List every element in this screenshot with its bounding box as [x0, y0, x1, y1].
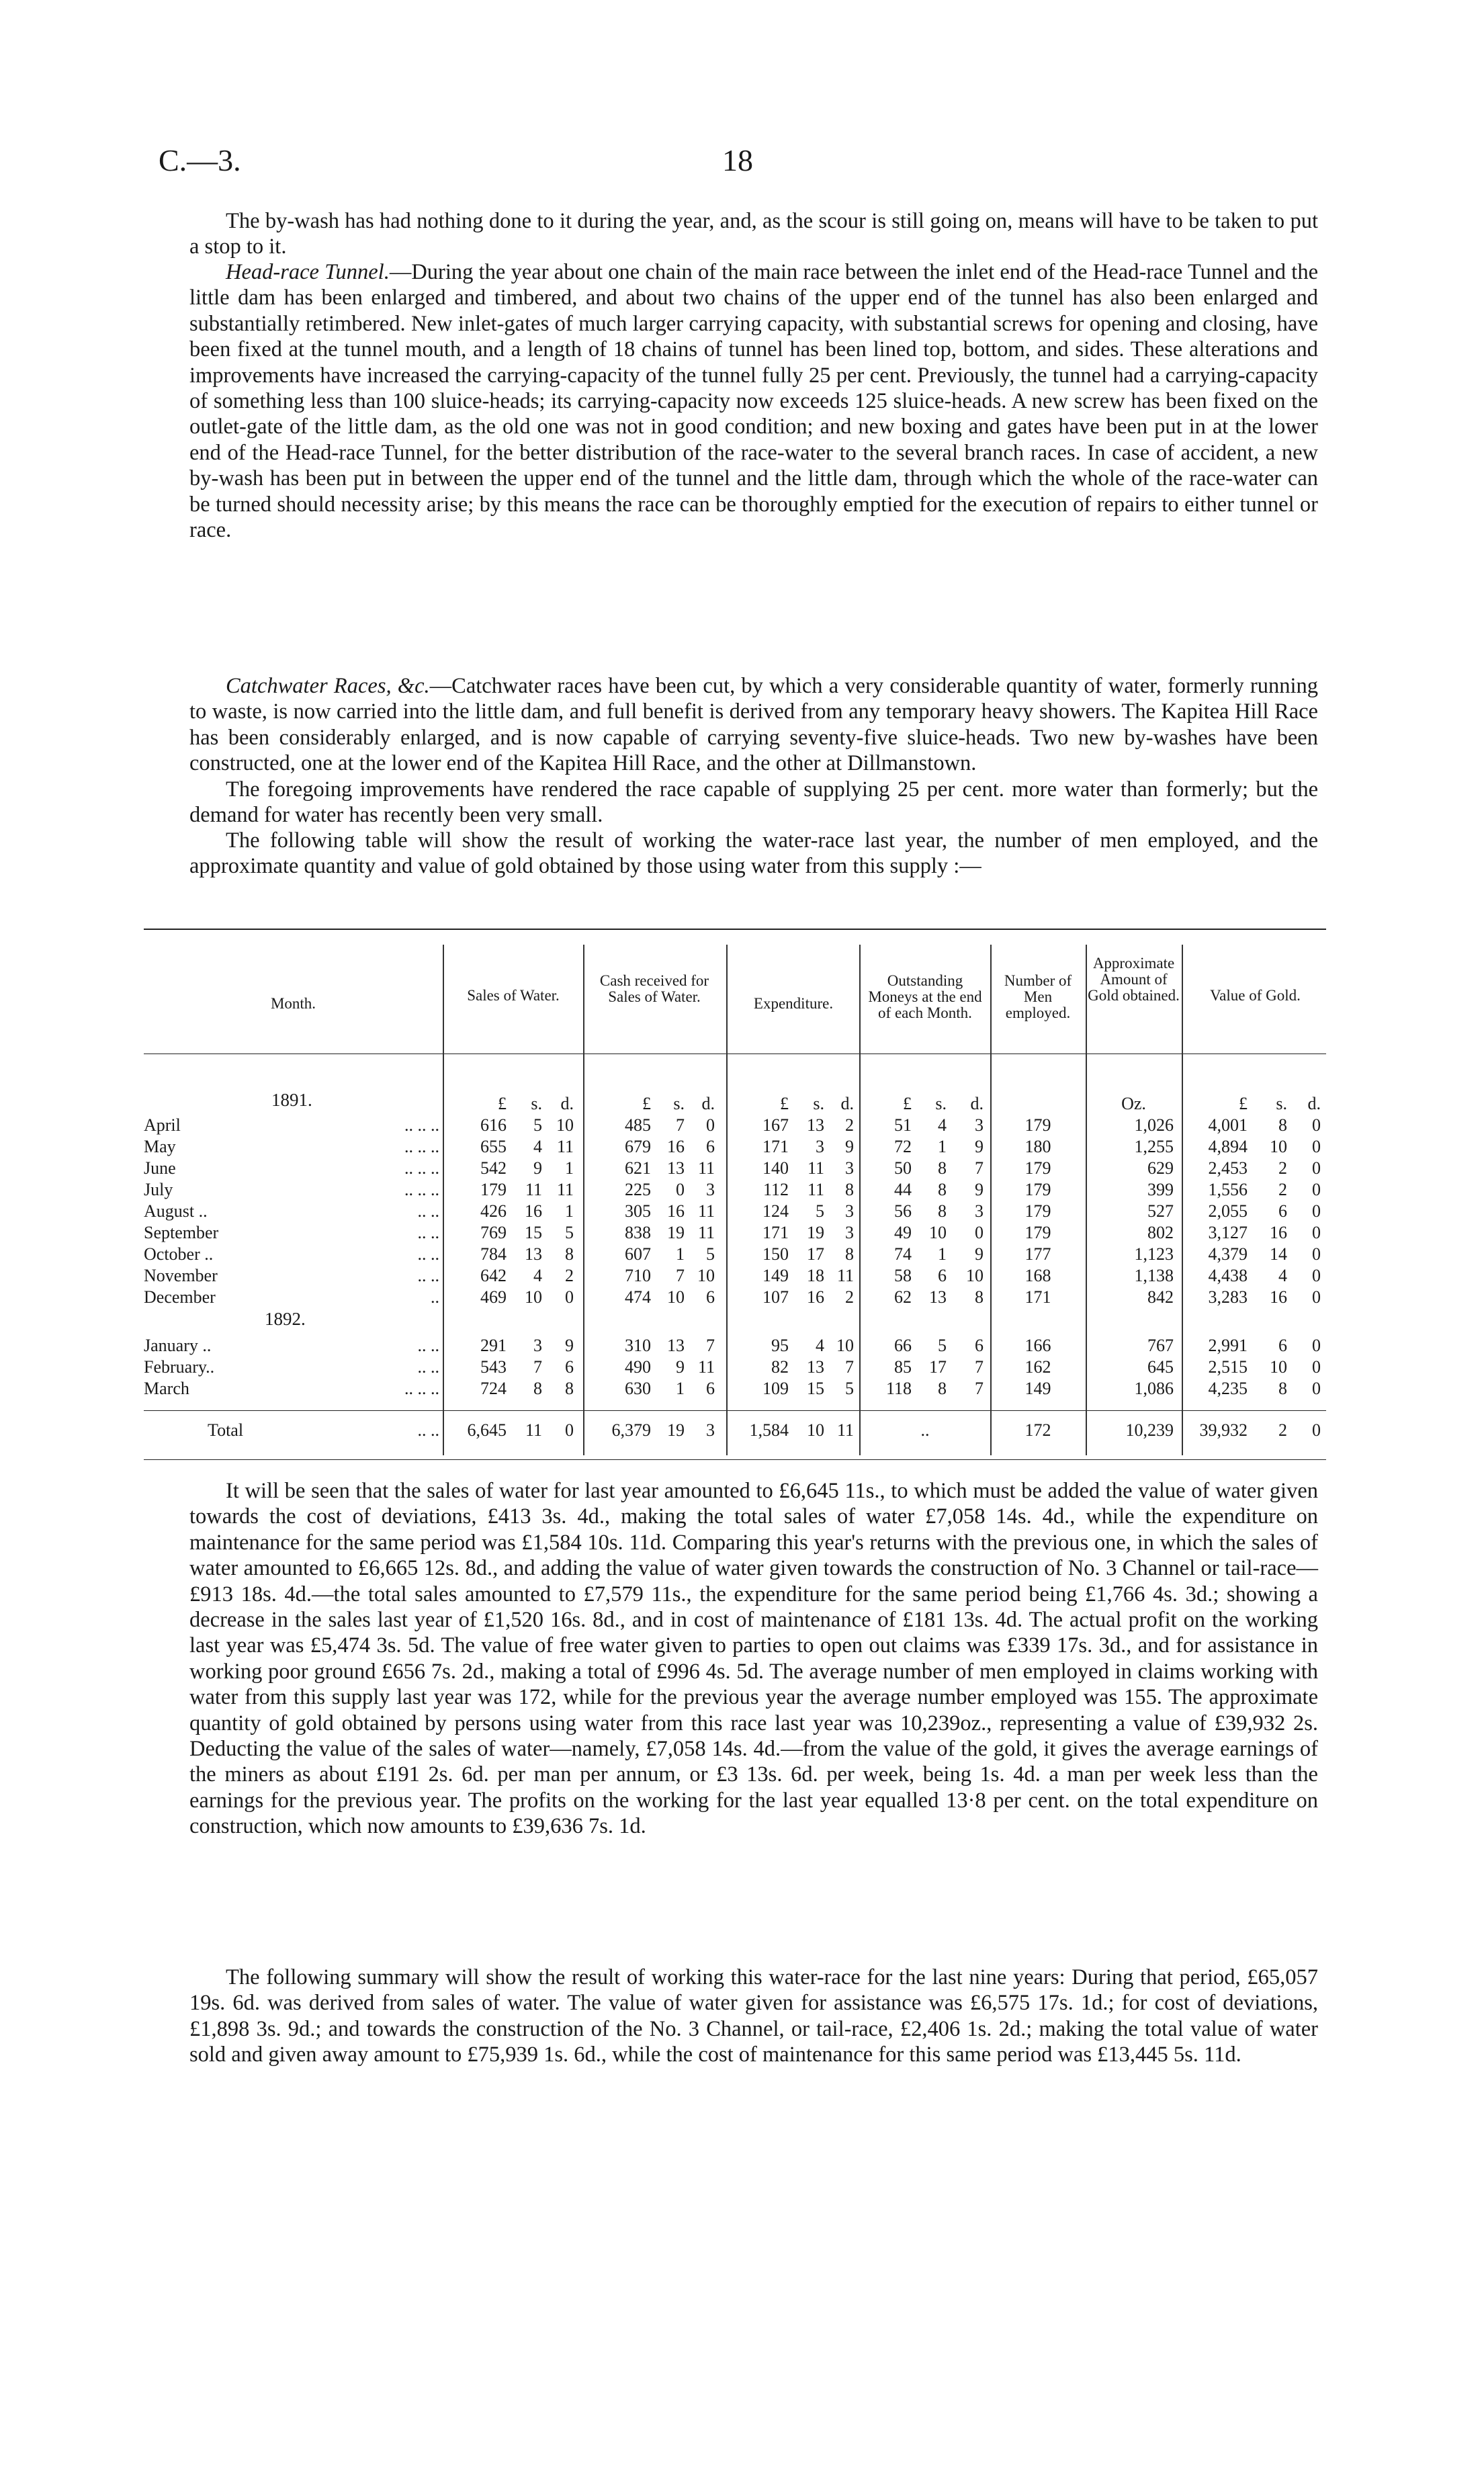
sales-shillings: 15 — [525, 1223, 542, 1242]
expenditure-pence: 3 — [845, 1158, 854, 1178]
paragraph-text: The following summary will show the result of working this water-race for the last nine years: During that period, £65,057 19s. 6d. was derived from sales of water. The value of water given for assistance was £6,575 17s. 1d.; for cost of deviations, £1,898 3s. 9d.; and towards the construction of the No. 3 Channel, or tail-race, £2,406 1s. 2d.; making the total value of water sold and given away amount to £75,939 1s. 6d., while the cost of maintenance for this same period was £13,445 5s. 11d. — [189, 1965, 1318, 2067]
unit-pence: d. — [840, 1094, 854, 1113]
gold-value-pounds: 2,991 — [1208, 1336, 1248, 1355]
header-sales: Sales of Water. — [467, 987, 560, 1004]
cash-shillings: 16 — [667, 1201, 685, 1221]
table-total-rule — [144, 1410, 1326, 1411]
paragraph-summary-year — [189, 1478, 1318, 1840]
paragraph-catchwater-races — [189, 673, 1318, 777]
gold-value-shillings: 16 — [1270, 1223, 1287, 1242]
unit-pound: £ — [498, 1094, 507, 1113]
cash-pence: 0 — [706, 1115, 715, 1135]
men-employed: 179 — [1024, 1158, 1051, 1178]
paragraph-text: —Catchwater races have been cut, by which a very considerable quantity of water, formerly running to waste, is now carried into the little dam, and full benefit is derived from any temporary heavy showers. The Kapitea Hill Race has been considerably enlarged, and is now capable of carrying seventy-five sluice-heads. Two new by-washes have been constructed, one at the lower end of the Kapitea Hill Race, and the other at Dillmanstown. — [189, 674, 1318, 776]
men-employed: 179 — [1024, 1180, 1051, 1199]
sales-pounds: 543 — [480, 1357, 507, 1377]
unit-shilling: s. — [1276, 1094, 1287, 1113]
unit-pound: £ — [780, 1094, 789, 1113]
expenditure-shillings: 18 — [807, 1266, 824, 1285]
cash-pence: 11 — [697, 1158, 715, 1178]
sales-pence: 2 — [565, 1266, 574, 1285]
total-label: Total — [208, 1420, 244, 1440]
gold-amount: 1,255 — [1134, 1137, 1174, 1156]
outstanding-pounds: 51 — [894, 1115, 912, 1135]
sales-pence: 1 — [565, 1201, 574, 1221]
total-gold: 10,239 — [1125, 1420, 1174, 1440]
sales-pence: 6 — [565, 1357, 574, 1377]
month-label: September — [144, 1223, 219, 1242]
cash-pence: 7 — [706, 1336, 715, 1355]
sales-shillings: 4 — [533, 1137, 542, 1156]
cash-pounds: 679 — [625, 1137, 651, 1156]
expenditure-pounds: 167 — [762, 1115, 789, 1135]
outstanding-pounds: 118 — [885, 1379, 912, 1398]
col-divider — [583, 945, 584, 1455]
cash-pounds: 305 — [625, 1201, 651, 1221]
outstanding-shillings: 8 — [938, 1379, 947, 1398]
gold-value-pounds: 3,127 — [1208, 1223, 1248, 1242]
sales-shillings: 7 — [533, 1357, 542, 1377]
men-employed: 168 — [1024, 1266, 1051, 1285]
gold-value-shillings: 14 — [1270, 1244, 1287, 1264]
expenditure-shillings: 3 — [816, 1137, 824, 1156]
gold-value-shillings: 16 — [1270, 1287, 1287, 1307]
unit-pence: d. — [970, 1094, 984, 1113]
month-label: December — [144, 1287, 216, 1307]
cash-pounds: 607 — [625, 1244, 651, 1264]
month-label: October .. — [144, 1244, 214, 1264]
sales-pence: 11 — [556, 1180, 574, 1199]
sales-pence: 1 — [565, 1158, 574, 1178]
cash-shillings: 13 — [667, 1336, 685, 1355]
outstanding-pence: 8 — [975, 1287, 984, 1307]
expenditure-pounds: 112 — [762, 1180, 789, 1199]
cash-pounds: 710 — [625, 1266, 651, 1285]
outstanding-shillings: 6 — [938, 1266, 947, 1285]
outstanding-pounds: 85 — [894, 1357, 912, 1377]
month-label: August .. — [144, 1201, 208, 1221]
expenditure-shillings: 13 — [807, 1357, 824, 1377]
cash-shillings: 10 — [667, 1287, 685, 1307]
gold-value-pounds: 2,055 — [1208, 1201, 1248, 1221]
outstanding-pence: 6 — [975, 1336, 984, 1355]
leader-dots: .. .. .. — [404, 1379, 439, 1398]
paragraph-text: The foregoing improvements have rendered the race capable of supplying 25 per cent. more water than formerly; but the demand for water has recently been very small. — [189, 777, 1318, 828]
men-employed: 149 — [1024, 1379, 1051, 1398]
gold-amount: 1,138 — [1134, 1266, 1174, 1285]
unit-pence: d. — [701, 1094, 715, 1113]
outstanding-shillings: 10 — [929, 1223, 947, 1242]
cash-shillings: 7 — [676, 1266, 685, 1285]
outstanding-shillings: 5 — [938, 1336, 947, 1355]
outstanding-pence: 7 — [975, 1357, 984, 1377]
gold-value-pounds: 2,453 — [1208, 1158, 1248, 1178]
outstanding-shillings: 1 — [938, 1137, 947, 1156]
gold-value-shillings: 2 — [1278, 1158, 1287, 1178]
cash-pence: 11 — [697, 1201, 715, 1221]
year-label: 1891. — [271, 1090, 312, 1110]
expenditure-shillings: 19 — [807, 1223, 824, 1242]
gold-amount: 767 — [1147, 1336, 1174, 1355]
sales-shillings: 16 — [525, 1201, 542, 1221]
year-label: 1892. — [265, 1309, 306, 1329]
unit-shilling: s. — [935, 1094, 947, 1113]
total-gold-value-shillings: 2 — [1278, 1420, 1287, 1440]
cash-shillings: 16 — [667, 1137, 685, 1156]
expenditure-shillings: 13 — [807, 1115, 824, 1135]
month-label: February.. — [144, 1357, 215, 1377]
sales-pounds: 642 — [480, 1266, 507, 1285]
expenditure-shillings: 15 — [807, 1379, 824, 1398]
men-employed: 166 — [1024, 1336, 1051, 1355]
sales-shillings: 3 — [533, 1336, 542, 1355]
sales-shillings: 5 — [533, 1115, 542, 1135]
outstanding-shillings: 4 — [938, 1115, 947, 1135]
total-outstanding: .. — [920, 1420, 930, 1440]
gold-value-pence: 0 — [1312, 1379, 1321, 1398]
month-label: July — [144, 1180, 173, 1199]
expenditure-pounds: 171 — [762, 1223, 789, 1242]
gold-value-pounds: 4,001 — [1208, 1115, 1248, 1135]
sales-shillings: 10 — [525, 1287, 542, 1307]
gold-amount: 645 — [1147, 1357, 1174, 1377]
cash-pounds: 621 — [625, 1158, 651, 1178]
expenditure-pounds: 124 — [762, 1201, 789, 1221]
expenditure-pounds: 82 — [771, 1357, 789, 1377]
sales-shillings: 13 — [525, 1244, 542, 1264]
cash-pounds: 630 — [625, 1379, 651, 1398]
paragraph-table-intro — [189, 828, 1318, 879]
table-bottom-rule — [144, 1459, 1326, 1460]
cash-shillings: 0 — [676, 1180, 685, 1199]
leader-dots: .. .. — [417, 1336, 439, 1355]
cash-pence: 10 — [697, 1266, 715, 1285]
outstanding-shillings: 1 — [938, 1244, 947, 1264]
sales-pounds: 291 — [480, 1336, 507, 1355]
gold-amount: 1,123 — [1134, 1244, 1174, 1264]
cash-pence: 6 — [706, 1287, 715, 1307]
gold-value-pence: 0 — [1312, 1180, 1321, 1199]
outstanding-shillings: 13 — [929, 1287, 947, 1307]
sales-pounds: 469 — [480, 1287, 507, 1307]
leader-dots: .. .. — [417, 1420, 439, 1440]
sales-pounds: 784 — [480, 1244, 507, 1264]
col-divider — [726, 945, 728, 1455]
men-employed: 179 — [1024, 1201, 1051, 1221]
sales-pounds: 769 — [480, 1223, 507, 1242]
col-divider — [859, 945, 861, 1455]
leader-dots: .. .. .. — [404, 1115, 439, 1135]
gold-value-pounds: 4,894 — [1208, 1137, 1248, 1156]
outstanding-pence: 7 — [975, 1379, 984, 1398]
col-divider — [1182, 945, 1183, 1455]
header-cash: Cash received for Sales of Water. — [599, 972, 709, 1005]
leader-dots: .. .. .. — [404, 1137, 439, 1156]
outstanding-pence: 9 — [975, 1180, 984, 1199]
sales-pounds: 179 — [480, 1180, 507, 1199]
leader-dots: .. .. — [417, 1244, 439, 1264]
leader-dots: .. .. .. — [404, 1180, 439, 1199]
month-label: April — [144, 1115, 181, 1135]
total-cash-pence: 3 — [706, 1420, 715, 1440]
expenditure-shillings: 17 — [807, 1244, 824, 1264]
outstanding-shillings: 17 — [929, 1357, 947, 1377]
expenditure-pence: 5 — [845, 1379, 854, 1398]
expenditure-pence: 8 — [845, 1180, 854, 1199]
page-number: 18 — [722, 143, 753, 177]
unit-pence: d. — [1307, 1094, 1321, 1113]
sales-pence: 9 — [565, 1336, 574, 1355]
sales-shillings: 8 — [533, 1379, 542, 1398]
paragraph-text: The by-wash has had nothing done to it during the year, and, as the scour is still going on, means will have to be taken to put a stop to it. — [189, 209, 1318, 259]
total-gold-value-pence: 0 — [1312, 1420, 1321, 1440]
outstanding-shillings: 8 — [938, 1180, 947, 1199]
cash-shillings: 13 — [667, 1158, 685, 1178]
paragraph-summary-nine-years — [189, 1965, 1318, 2068]
sales-pence: 8 — [565, 1379, 574, 1398]
sales-pence: 10 — [556, 1115, 574, 1135]
gold-value-pounds: 3,283 — [1208, 1287, 1248, 1307]
leader-dots: .. — [431, 1287, 439, 1307]
cash-shillings: 9 — [676, 1357, 685, 1377]
unit-shilling: s. — [531, 1094, 542, 1113]
gold-value-pence: 0 — [1312, 1137, 1321, 1156]
sales-pounds: 426 — [480, 1201, 507, 1221]
men-employed: 177 — [1024, 1244, 1051, 1264]
leader-dots: .. .. .. — [404, 1158, 439, 1178]
cash-pence: 6 — [706, 1379, 715, 1398]
outstanding-pounds: 72 — [894, 1137, 912, 1156]
paragraph-text: It will be seen that the sales of water for last year amounted to £6,645 11s., to which must be added the value of water given towards the cost of deviations, £413 3s. 4d., making the total sales of water £7,058 14s. 4d., while the expenditure on maintenance for the same period was £1,584 10s. 11d. Comparing this year's returns with the previous one, in which the sales of water amounted to £6,665 12s. 8d., and adding the value of water given towards the construction of No. 3 Channel or tail-race—£913 18s. 4d.—the total sales amounted to £7,579 11s., the expenditure for the same period being £1,766 4s. 3d.; showing a decrease in the sales last year of £1,520 16s. 8d., and in cost of maintenance of £181 13s. 4d. The actual profit on the working last year was £5,474 3s. 5d. The value of free water given to parties to open out claims was £339 17s. 3d., and for assistance in working poor ground £656 7s. 2d., making a total of £996 4s. 5d. The average number of men employed in claims working with water from this supply last year was 172, while for the previous year the average number employed was 155. The approximate quantity of gold obtained by persons using water from this race last year was 10,239oz., representing a value of £39,932 2s. Deducting the value of the sales of water—namely, £7,058 14s. 4d.—from the value of the gold, it gives the average earnings of the miners as about £191 2s. 6d. per man per annum, or £3 13s. 6d. per week, being 1s. 4d. a man per week less than the earnings for the previous year. The profits on the working for the last year equalled 13·8 per cent. on the total expenditure on construction, which now amounts to £39,636 7s. 1d. — [189, 1479, 1318, 1839]
expenditure-pounds: 171 — [762, 1137, 789, 1156]
cash-pounds: 838 — [625, 1223, 651, 1242]
leader-dots: .. .. — [417, 1223, 439, 1242]
header-outstanding: Outstanding Moneys at the end of each Month. — [868, 972, 982, 1021]
total-sales-shillings: 11 — [525, 1420, 542, 1440]
gold-amount: 1,026 — [1134, 1115, 1174, 1135]
outstanding-shillings: 8 — [938, 1158, 947, 1178]
sales-pence: 5 — [565, 1223, 574, 1242]
expenditure-shillings: 11 — [807, 1180, 824, 1199]
expenditure-pence: 11 — [836, 1266, 854, 1285]
outstanding-pounds: 66 — [894, 1336, 912, 1355]
gold-value-pounds: 4,379 — [1208, 1244, 1248, 1264]
outstanding-pence: 0 — [975, 1223, 984, 1242]
sales-pence: 0 — [565, 1287, 574, 1307]
cash-pence: 11 — [697, 1223, 715, 1242]
paragraph-improvements — [189, 777, 1318, 828]
outstanding-pence: 9 — [975, 1137, 984, 1156]
expenditure-pounds: 95 — [771, 1336, 789, 1355]
gold-value-pounds: 4,438 — [1208, 1266, 1248, 1285]
gold-amount: 629 — [1147, 1158, 1174, 1178]
gold-value-shillings: 4 — [1278, 1266, 1287, 1285]
sales-shillings: 11 — [525, 1180, 542, 1199]
gold-value-shillings: 8 — [1278, 1379, 1287, 1398]
men-employed: 162 — [1024, 1357, 1051, 1377]
col-divider — [1086, 945, 1087, 1455]
sales-pence: 11 — [556, 1137, 574, 1156]
unit-ounces: Oz. — [1121, 1094, 1146, 1113]
cash-shillings: 19 — [667, 1223, 685, 1242]
page-ref: C.—3. — [159, 143, 241, 177]
unit-pound: £ — [642, 1094, 651, 1113]
men-employed: 179 — [1024, 1115, 1051, 1135]
gold-value-pence: 0 — [1312, 1158, 1321, 1178]
outstanding-pounds: 58 — [894, 1266, 912, 1285]
cash-shillings: 1 — [676, 1244, 685, 1264]
month-label: November — [144, 1266, 218, 1285]
gold-value-shillings: 10 — [1270, 1357, 1287, 1377]
expenditure-pounds: 140 — [762, 1158, 789, 1178]
leader-dots: .. .. — [417, 1357, 439, 1377]
outstanding-pence: 10 — [966, 1266, 984, 1285]
men-employed: 180 — [1024, 1137, 1051, 1156]
gold-value-shillings: 6 — [1278, 1336, 1287, 1355]
outstanding-pounds: 50 — [894, 1158, 912, 1178]
total-cash-shillings: 19 — [667, 1420, 685, 1440]
month-label: June — [144, 1158, 176, 1178]
cash-pounds: 485 — [625, 1115, 651, 1135]
unit-shilling: s. — [673, 1094, 685, 1113]
expenditure-pounds: 150 — [762, 1244, 789, 1264]
gold-value-pence: 0 — [1312, 1201, 1321, 1221]
expenditure-pence: 3 — [845, 1223, 854, 1242]
expenditure-pence: 9 — [845, 1137, 854, 1156]
cash-pence: 3 — [706, 1180, 715, 1199]
total-men: 172 — [1024, 1420, 1051, 1440]
gold-value-pence: 0 — [1312, 1223, 1321, 1242]
expenditure-pounds: 109 — [762, 1379, 789, 1398]
cash-shillings: 7 — [676, 1115, 685, 1135]
gold-value-pence: 0 — [1312, 1287, 1321, 1307]
total-expenditure-shillings: 10 — [807, 1420, 824, 1440]
expenditure-pence: 2 — [845, 1287, 854, 1307]
gold-amount: 1,086 — [1134, 1379, 1174, 1398]
leader-dots: .. .. — [417, 1201, 439, 1221]
unit-pound: £ — [903, 1094, 912, 1113]
expenditure-pounds: 107 — [762, 1287, 789, 1307]
expenditure-shillings: 4 — [816, 1336, 824, 1355]
expenditure-pounds: 149 — [762, 1266, 789, 1285]
cash-pounds: 490 — [625, 1357, 651, 1377]
gold-value-shillings: 6 — [1278, 1201, 1287, 1221]
gold-value-pounds: 1,556 — [1208, 1180, 1248, 1199]
cash-pounds: 474 — [625, 1287, 651, 1307]
outstanding-pounds: 74 — [894, 1244, 912, 1264]
total-sales-pounds: 6,645 — [467, 1420, 507, 1440]
sales-pence: 8 — [565, 1244, 574, 1264]
total-expenditure-pounds: 1,584 — [749, 1420, 789, 1440]
expenditure-shillings: 11 — [807, 1158, 824, 1178]
gold-value-pence: 0 — [1312, 1336, 1321, 1355]
expenditure-pence: 3 — [845, 1201, 854, 1221]
header-month: Month. — [270, 995, 316, 1012]
gold-value-pence: 0 — [1312, 1115, 1321, 1135]
unit-pound: £ — [1239, 1094, 1248, 1113]
total-expenditure-pence: 11 — [836, 1420, 854, 1440]
section-title: Head-race Tunnel. — [226, 260, 390, 284]
outstanding-pounds: 49 — [894, 1223, 912, 1242]
leader-dots: .. .. — [417, 1266, 439, 1285]
paragraph-bywash — [189, 208, 1318, 260]
expenditure-pence: 8 — [845, 1244, 854, 1264]
outstanding-pence: 7 — [975, 1158, 984, 1178]
unit-pence: d. — [560, 1094, 574, 1113]
section-title: Catchwater Races, &c. — [226, 674, 430, 698]
men-employed: 179 — [1024, 1223, 1051, 1242]
total-cash-pounds: 6,379 — [611, 1420, 651, 1440]
col-divider — [443, 945, 444, 1455]
outstanding-pounds: 62 — [894, 1287, 912, 1307]
gold-value-pence: 0 — [1312, 1357, 1321, 1377]
gold-value-pence: 0 — [1312, 1244, 1321, 1264]
expenditure-shillings: 16 — [807, 1287, 824, 1307]
unit-shilling: s. — [813, 1094, 824, 1113]
gold-value-shillings: 10 — [1270, 1137, 1287, 1156]
paragraph-head-race-tunnel — [189, 259, 1318, 543]
cash-pence: 6 — [706, 1137, 715, 1156]
cash-pounds: 310 — [625, 1336, 651, 1355]
total-gold-value-pounds: 39,932 — [1199, 1420, 1248, 1440]
cash-pence: 11 — [697, 1357, 715, 1377]
gold-value-shillings: 2 — [1278, 1180, 1287, 1199]
header-gold: Approximate Amount of Gold obtained. — [1088, 955, 1180, 1004]
month-label: January .. — [144, 1336, 212, 1355]
gold-value-pence: 0 — [1312, 1266, 1321, 1285]
sales-shillings: 4 — [533, 1266, 542, 1285]
paragraph-text: The following table will show the result of working the water-race last year, the number of men employed, and the approximate quantity and value of gold obtained by those using water from this supply :— — [189, 828, 1318, 879]
gold-value-pounds: 4,235 — [1208, 1379, 1248, 1398]
outstanding-pounds: 44 — [894, 1180, 912, 1199]
header-expenditure: Expenditure. — [753, 995, 834, 1012]
sales-pounds: 655 — [480, 1137, 507, 1156]
cash-shillings: 1 — [676, 1379, 685, 1398]
header-value: Value of Gold. — [1210, 987, 1301, 1004]
outstanding-pounds: 56 — [894, 1201, 912, 1221]
gold-value-shillings: 8 — [1278, 1115, 1287, 1135]
sales-pounds: 542 — [480, 1158, 507, 1178]
gold-amount: 527 — [1147, 1201, 1174, 1221]
sales-pounds: 616 — [480, 1115, 507, 1135]
outstanding-pence: 3 — [975, 1201, 984, 1221]
cash-pence: 5 — [706, 1244, 715, 1264]
header-men: Number of Men employed. — [1004, 972, 1072, 1021]
sales-shillings: 9 — [533, 1158, 542, 1178]
outstanding-shillings: 8 — [938, 1201, 947, 1221]
table-top-rule — [144, 929, 1326, 930]
sales-pounds: 724 — [480, 1379, 507, 1398]
outstanding-pence: 9 — [975, 1244, 984, 1264]
men-employed: 171 — [1024, 1287, 1051, 1307]
expenditure-pence: 7 — [845, 1357, 854, 1377]
gold-amount: 842 — [1147, 1287, 1174, 1307]
month-label: May — [144, 1137, 176, 1156]
gold-amount: 399 — [1147, 1180, 1174, 1199]
month-label: March — [144, 1379, 189, 1398]
outstanding-pence: 3 — [975, 1115, 984, 1135]
expenditure-pence: 2 — [845, 1115, 854, 1135]
expenditure-pence: 10 — [836, 1336, 854, 1355]
expenditure-shillings: 5 — [816, 1201, 824, 1221]
cash-pounds: 225 — [625, 1180, 651, 1199]
paragraph-text: —During the year about one chain of the main race between the inlet end of the Head-race Tunnel and the little dam has been enlarged and timbered, and about two chains of the upper end of the tunnel has also been enlarged and substantially retimbered. New inlet-gates of much larger carrying capacity, with substantial screws for opening and closing, have been fixed at the tunnel mouth, and a length of 18 chains of tunnel has been lined top, bottom, and sides. These alterations and improvements have increased the carrying-capacity of the tunnel fully 25 per cent. Previously, the tunnel had a carrying-capacity of something less than 100 sluice-heads; its carrying-capacity now exceeds 125 sluice-heads. A new screw has been fixed on the outlet-gate of the little dam, as the old one was not in good condition; and new boxing and gates have been put in at the lower end of the Head-race Tunnel, for the better distribution of the race-water to the several branch races. In case of accident, a new by-wash has been put in between the upper end of the tunnel and the little dam, through which the whole of the race-water can be turned should necessity arise; by this means the race can be thoroughly emptied for the execution of repairs to either tunnel or race. — [189, 260, 1318, 543]
total-sales-pence: 0 — [565, 1420, 574, 1440]
gold-amount: 802 — [1147, 1223, 1174, 1242]
gold-value-pounds: 2,515 — [1208, 1357, 1248, 1377]
